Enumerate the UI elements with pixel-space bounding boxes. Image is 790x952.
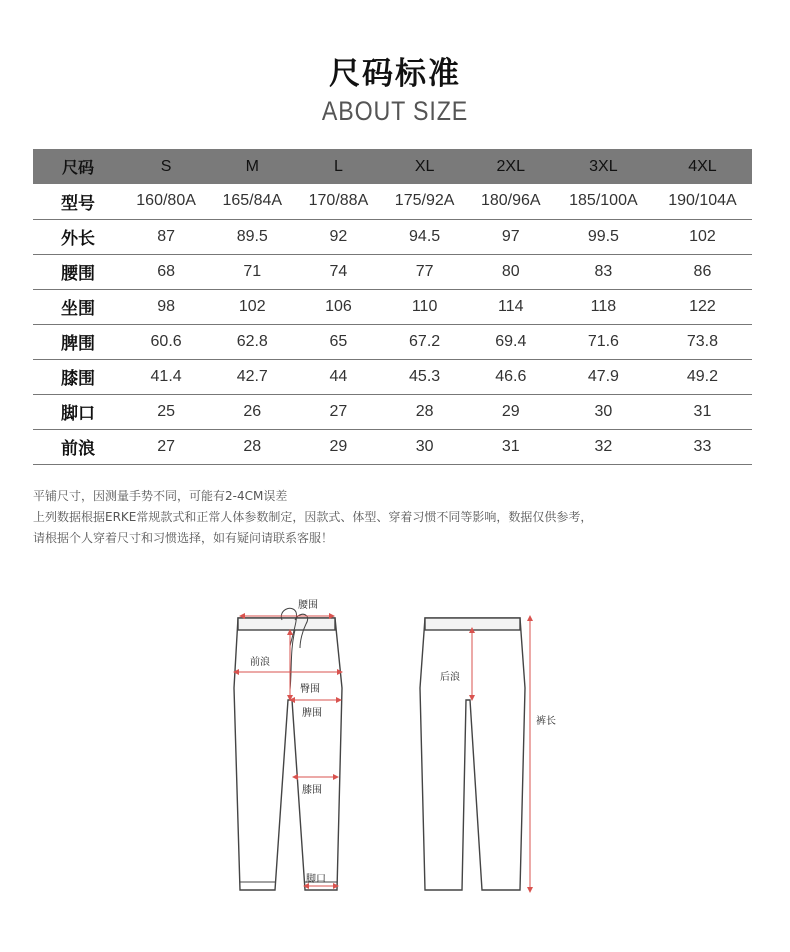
table-cell: 29 [468, 394, 554, 429]
table-cell: 30 [382, 429, 468, 464]
note-line: 平铺尺寸，因测量手势不同，可能有2-4CM误差 [33, 489, 288, 503]
table-cell: 68 [123, 254, 209, 289]
table-cell: 71 [209, 254, 295, 289]
table-cell: 118 [554, 289, 653, 324]
table-cell: 29 [295, 429, 381, 464]
table-cell: 32 [554, 429, 653, 464]
label-thigh: 脾围 [302, 708, 322, 719]
table-cell: 33 [653, 429, 752, 464]
row-label: 坐围 [33, 289, 123, 324]
table-cell: 74 [295, 254, 381, 289]
table-cell: 87 [123, 219, 209, 254]
table-cell: 41.4 [123, 359, 209, 394]
table-row [33, 219, 752, 254]
table-cell: 94.5 [382, 219, 468, 254]
row-label: 前浪 [33, 429, 123, 464]
note-line: 请根据个人穿着尺寸和习惯选择，如有疑问请联系客服！ [33, 531, 334, 545]
header-m: M [209, 149, 295, 184]
table-row [33, 429, 752, 464]
size-notes [33, 486, 592, 549]
header-size: 尺码 [33, 149, 123, 184]
table-cell: 25 [123, 394, 209, 429]
row-label: 型号 [33, 184, 123, 219]
label-hem: 脚口 [306, 874, 326, 885]
table-cell: 99.5 [554, 219, 653, 254]
table-cell: 77 [382, 254, 468, 289]
size-table [33, 149, 752, 465]
label-front-rise: 前浪 [250, 657, 270, 668]
table-cell: 110 [382, 289, 468, 324]
page-subtitle: ABOUT SIZE [321, 96, 469, 126]
label-hip: 臀围 [300, 684, 320, 695]
table-row [33, 394, 752, 429]
table-cell: 26 [209, 394, 295, 429]
table-row [33, 184, 752, 219]
row-label: 脾围 [33, 324, 123, 359]
row-label: 腰围 [33, 254, 123, 289]
header-s: S [123, 149, 209, 184]
table-cell: 175/92A [382, 184, 468, 219]
table-cell: 65 [295, 324, 381, 359]
label-length: 裤长 [536, 716, 556, 727]
table-cell: 190/104A [653, 184, 752, 219]
row-label: 外长 [33, 219, 123, 254]
table-cell: 27 [295, 394, 381, 429]
table-cell: 106 [295, 289, 381, 324]
table-cell: 86 [653, 254, 752, 289]
table-cell: 45.3 [382, 359, 468, 394]
table-cell: 71.6 [554, 324, 653, 359]
label-back-rise: 后浪 [440, 672, 460, 683]
table-cell: 28 [209, 429, 295, 464]
header-2xl: 2XL [468, 149, 554, 184]
table-cell: 102 [653, 219, 752, 254]
header-xl: XL [382, 149, 468, 184]
table-cell: 62.8 [209, 324, 295, 359]
table-cell: 31 [653, 394, 752, 429]
table-cell: 80 [468, 254, 554, 289]
table-cell: 89.5 [209, 219, 295, 254]
table-body [33, 184, 752, 464]
table-cell: 73.8 [653, 324, 752, 359]
table-cell: 49.2 [653, 359, 752, 394]
front-pants-outline [234, 608, 342, 890]
note-line: 上列数据根据ERKE常规款式和正常人体参数制定，因款式、体型、穿着习惯不同等影响，数据仅供参考， [33, 510, 593, 524]
table-row [33, 254, 752, 289]
table-row [33, 324, 752, 359]
table-cell: 44 [295, 359, 381, 394]
table-cell: 165/84A [209, 184, 295, 219]
table-cell: 46.6 [468, 359, 554, 394]
header-3xl: 3XL [554, 149, 653, 184]
table-cell: 27 [123, 429, 209, 464]
table-cell: 102 [209, 289, 295, 324]
table-row [33, 289, 752, 324]
table-cell: 98 [123, 289, 209, 324]
table-cell: 28 [382, 394, 468, 429]
table-cell: 42.7 [209, 359, 295, 394]
table-cell: 83 [554, 254, 653, 289]
header-l: L [295, 149, 381, 184]
table-cell: 97 [468, 219, 554, 254]
table-cell: 30 [554, 394, 653, 429]
table-header-row [33, 149, 752, 184]
row-label: 脚口 [33, 394, 123, 429]
table-cell: 67.2 [382, 324, 468, 359]
table-cell: 31 [468, 429, 554, 464]
table-cell: 160/80A [123, 184, 209, 219]
table-cell: 47.9 [554, 359, 653, 394]
row-label: 膝围 [33, 359, 123, 394]
table-cell: 185/100A [554, 184, 653, 219]
page-title: 尺码标准 [329, 56, 461, 92]
header-4xl: 4XL [653, 149, 752, 184]
table-cell: 180/96A [468, 184, 554, 219]
table-cell: 122 [653, 289, 752, 324]
table-cell: 92 [295, 219, 381, 254]
pants-measurement-diagram [220, 590, 580, 900]
label-knee: 膝围 [302, 785, 322, 796]
table-cell: 69.4 [468, 324, 554, 359]
table-cell: 60.6 [123, 324, 209, 359]
table-cell: 114 [468, 289, 554, 324]
label-waist: 腰围 [298, 600, 318, 611]
table-row [33, 359, 752, 394]
table-cell: 170/88A [295, 184, 381, 219]
